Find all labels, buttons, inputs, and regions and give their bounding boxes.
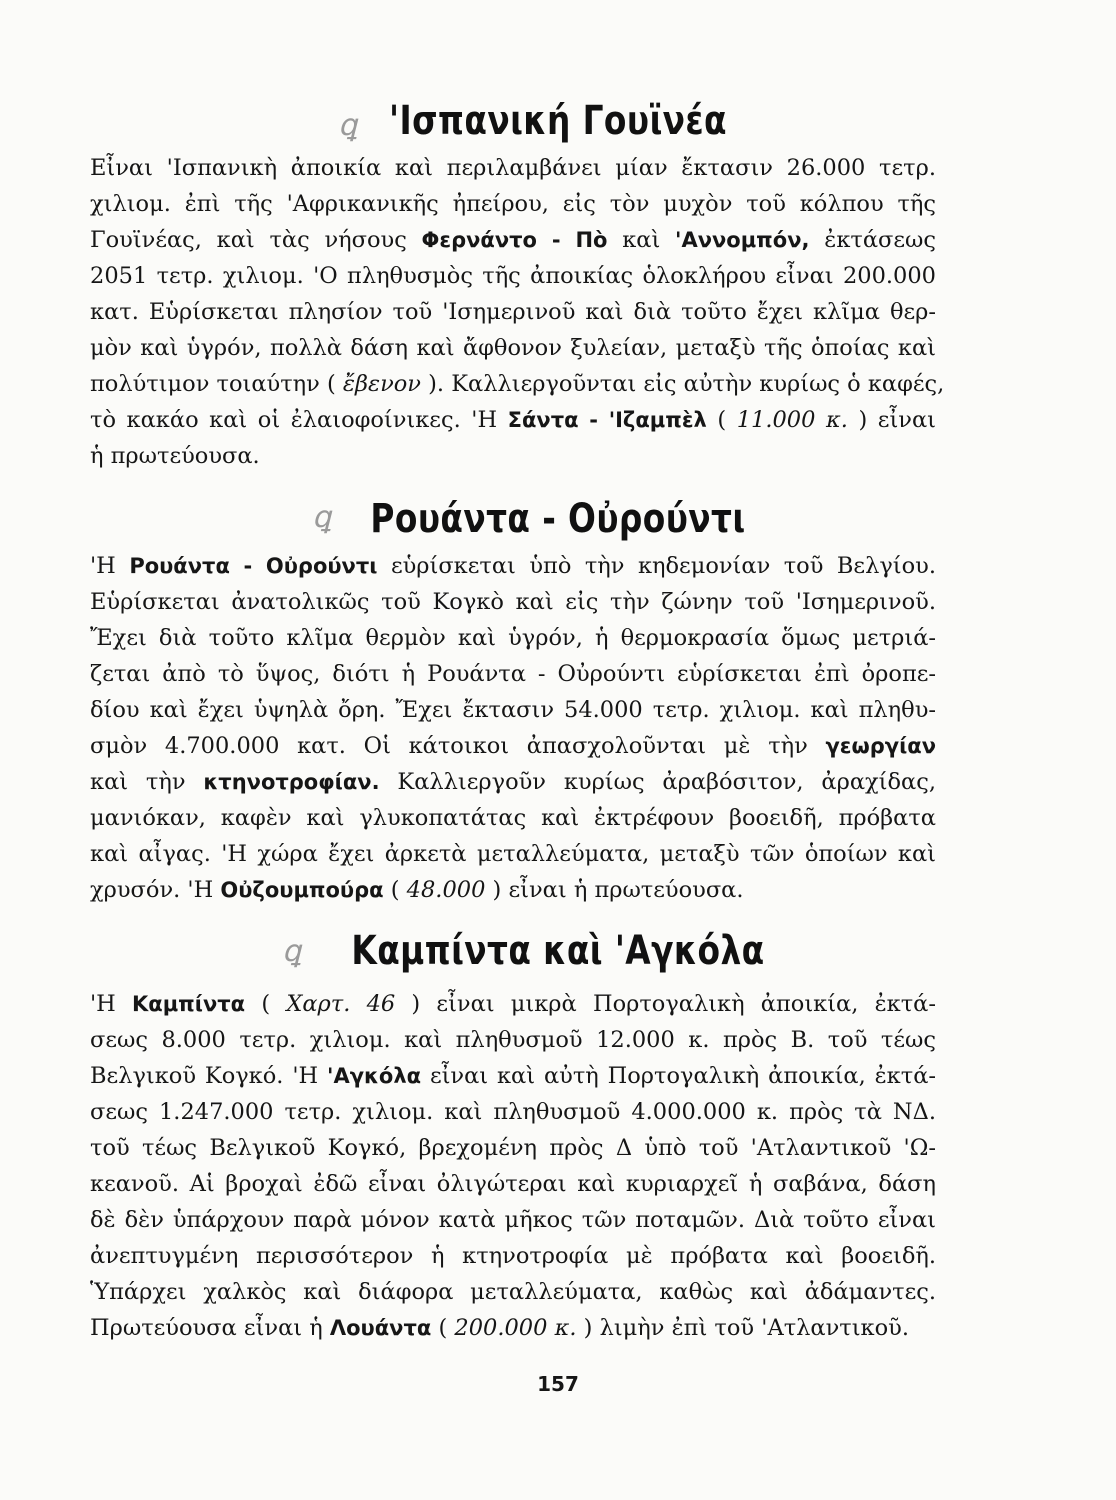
text-run: Πρωτεύουσα εἶναι ἡ xyxy=(90,1315,330,1341)
text-run: ) εἶναι xyxy=(847,407,936,433)
text-run: τὸ κακάο καὶ οἱ ἐλαιοφοίνικες. 'Η xyxy=(90,407,508,433)
text-line xyxy=(90,986,936,1022)
text-line xyxy=(90,1022,936,1058)
text-line xyxy=(90,1274,936,1310)
italic-term: ἔβενον xyxy=(342,371,421,397)
text-run: καὶ xyxy=(607,227,676,253)
text-run: ) εἶναι μικρὰ Πορτογαλικὴ ἀποικία, ἐκτά- xyxy=(395,991,936,1017)
text-line xyxy=(90,150,936,186)
text-line xyxy=(90,872,936,908)
text-line xyxy=(90,764,936,800)
text-run: ἡ πρωτεύουσα. xyxy=(90,443,260,469)
text-line xyxy=(90,1310,936,1346)
text-run: ζεται ἀπὸ τὸ ὕψος, διότι ἡ Ρουάντα - Οὐρούντι εὑρίσκεται ἐπὶ ὀροπε- xyxy=(90,661,936,687)
text-run: χιλιομ. ἐπὶ τῆς 'Αφρικανικῆς ἠπείρου, εἰς τὸν μυχὸν τοῦ κόλπου τῆς xyxy=(90,191,936,217)
text-line xyxy=(90,620,936,656)
pencil-mark-icon: ꝗ xyxy=(338,108,358,143)
text-line xyxy=(90,548,936,584)
text-run: Εἶναι 'Ισπανικὴ ἀποικία καὶ περιλαμβάνει μίαν ἔκτασιν 26.000 τετρ. xyxy=(90,155,936,181)
text-run: ( xyxy=(706,407,737,433)
section-heading-cabinda-angola: Καμπίντα καὶ 'Αγκόλα xyxy=(351,928,765,974)
section-paragraph-cabinda-angola xyxy=(90,986,936,1346)
text-line xyxy=(90,656,936,692)
text-run: εὑρίσκεται ὑπὸ τὴν κηδεμονίαν τοῦ Βελγίου. xyxy=(377,553,936,579)
text-line xyxy=(90,402,936,438)
pencil-mark-icon: ꝗ xyxy=(282,934,302,969)
pencil-mark-icon: ꝗ xyxy=(312,500,332,535)
text-run: καὶ αἶγας. 'Η χώρα ἔχει ἀρκετὰ μεταλλεύματα, μεταξὺ τῶν ὁποίων καὶ xyxy=(90,841,936,867)
text-run: ) εἶναι ἡ πρωτεύουσα. xyxy=(485,877,744,903)
text-run: σμὸν 4.700.000 κατ. Οἱ κάτοικοι ἀπασχολοῦνται μὲ τὴν xyxy=(90,733,826,759)
text-run: μανιόκαν, καφὲν καὶ γλυκοπατάτας καὶ ἐκτρέφουν βοοειδῆ, πρόβατα xyxy=(90,805,936,831)
text-line xyxy=(90,1166,936,1202)
text-run: δίου καὶ ἔχει ὑψηλὰ ὄρη. Ἔχει ἔκτασιν 54.000 τετρ. χιλιομ. καὶ πληθυ- xyxy=(90,697,936,723)
italic-term: 11.000 κ. xyxy=(736,407,848,433)
text-run: Ἔχει διὰ τοῦτο κλῖμα θερμὸν καὶ ὑγρόν, ἡ θερμοκρασία ὅμως μετριά- xyxy=(90,625,936,651)
text-line xyxy=(90,800,936,836)
text-run: 'Η xyxy=(90,553,130,579)
section-paragraph-ruanda-urundi xyxy=(90,548,936,908)
text-line xyxy=(90,258,936,294)
text-line xyxy=(90,186,936,222)
text-run: ἀνεπτυγμένη περισσότερον ἡ κτηνοτροφία μὲ πρόβατα καὶ βοοειδῆ. xyxy=(90,1243,936,1269)
bold-term: Ρουάντα - Οὐρούντι xyxy=(129,554,378,578)
bold-term: Λουάντα xyxy=(329,1316,432,1340)
text-run: 'Η xyxy=(90,991,133,1017)
text-run: Ὑπάρχει χαλκὸς καὶ διάφορα μεταλλεύματα, καθὼς καὶ ἀδάμαντες. xyxy=(90,1279,936,1305)
text-line xyxy=(90,1202,936,1238)
text-line xyxy=(90,1130,936,1166)
text-run: 2051 τετρ. χιλιομ. 'Ο πληθυσμὸς τῆς ἀποικίας ὁλοκλήρου εἶναι 200.000 xyxy=(90,263,936,289)
text-run: μὸν καὶ ὑγρόν, πολλὰ δάση καὶ ἄφθονον ξυλείαν, μεταξὺ τῆς ὁποίας καὶ xyxy=(90,335,936,361)
text-run: Γουϊνέας, καὶ τὰς νήσους xyxy=(90,227,422,253)
text-line xyxy=(90,222,936,258)
text-line xyxy=(90,1094,936,1130)
section-heading-spanish-guinea: 'Ισπανική Γουϊνέα xyxy=(389,98,727,144)
text-line xyxy=(90,1058,936,1094)
text-line xyxy=(90,1238,936,1274)
text-run: σεως 1.247.000 τετρ. χιλιομ. καὶ πληθυσμοῦ 4.000.000 κ. πρὸς τὰ ΝΔ. xyxy=(90,1099,936,1125)
text-run: κατ. Εὑρίσκεται πλησίον τοῦ 'Ισημερινοῦ καὶ διὰ τοῦτο ἔχει κλῖμα θερ- xyxy=(90,299,936,325)
italic-term: 48.000 xyxy=(406,877,486,903)
text-run: ). Καλλιεργοῦνται εἰς αὐτὴν κυρίως ὁ καφές, xyxy=(420,371,945,397)
text-line xyxy=(90,836,936,872)
italic-term: 200.000 κ. xyxy=(454,1315,577,1341)
bold-term: 'Αγκόλα xyxy=(327,1064,422,1088)
italic-term: Χαρτ. 46 xyxy=(286,991,396,1017)
text-line xyxy=(90,438,936,474)
text-run: εἶναι καὶ αὐτὴ Πορτογαλικὴ ἀποικία, ἐκτά- xyxy=(421,1063,936,1089)
text-line xyxy=(90,728,936,764)
text-run: καὶ τὴν xyxy=(90,769,204,795)
text-run: ( xyxy=(383,877,407,903)
text-run: ( xyxy=(431,1315,455,1341)
bold-term: Φερνάντο - Πὸ xyxy=(421,228,608,252)
page-number: 157 xyxy=(537,1372,579,1396)
bold-term: κτηνοτροφίαν. xyxy=(203,770,380,794)
text-run: ἐκτάσεως xyxy=(809,227,936,253)
text-line xyxy=(90,294,936,330)
bold-term: 'Αννομπόν, xyxy=(675,228,810,252)
text-run: χρυσόν. 'Η xyxy=(90,877,221,903)
text-run: δὲ δὲν ὑπάρχουν παρὰ μόνον κατὰ μῆκος τῶν ποταμῶν. Διὰ τοῦτο εἶναι xyxy=(90,1207,936,1233)
text-run: ( xyxy=(245,991,287,1017)
text-run: κεανοῦ. Αἱ βροχαὶ ἐδῶ εἶναι ὀλιγώτεραι καὶ κυριαρχεῖ ἡ σαβάνα, δάση xyxy=(90,1171,936,1197)
text-run: Βελγικοῦ Κογκό. 'Η xyxy=(90,1063,328,1089)
text-run: πολύτιμον τοιαύτην ( xyxy=(90,371,343,397)
text-run: Καλλιεργοῦν κυρίως ἀραβόσιτον, ἀραχίδας, xyxy=(379,769,936,795)
text-line xyxy=(90,584,936,620)
text-line xyxy=(90,692,936,728)
bold-term: γεωργίαν xyxy=(825,734,936,758)
text-run: σεως 8.000 τετρ. χιλιομ. καὶ πληθυσμοῦ 12.000 κ. πρὸς Β. τοῦ τέως xyxy=(90,1027,936,1053)
bold-term: Οὐζουμπούρα xyxy=(220,878,384,902)
section-heading-ruanda-urundi: Ρουάντα - Οὐρούντι xyxy=(370,496,746,542)
text-run: τοῦ τέως Βελγικοῦ Κογκό, βρεχομένη πρὸς Δ ὑπὸ τοῦ 'Ατλαντικοῦ 'Ω- xyxy=(90,1135,936,1161)
text-run: Εὑρίσκεται ἀνατολικῶς τοῦ Κογκὸ καὶ εἰς τὴν ζώνην τοῦ 'Ισημερινοῦ. xyxy=(90,589,936,615)
text-line xyxy=(90,330,936,366)
bold-term: Καμπίντα xyxy=(132,992,246,1016)
text-run: ) λιμὴν ἐπὶ τοῦ 'Ατλαντικοῦ. xyxy=(576,1315,909,1341)
text-line xyxy=(90,366,945,402)
section-paragraph-spanish-guinea xyxy=(90,150,945,474)
bold-term: Σάντα - 'Ιζαμπὲλ xyxy=(507,408,707,432)
